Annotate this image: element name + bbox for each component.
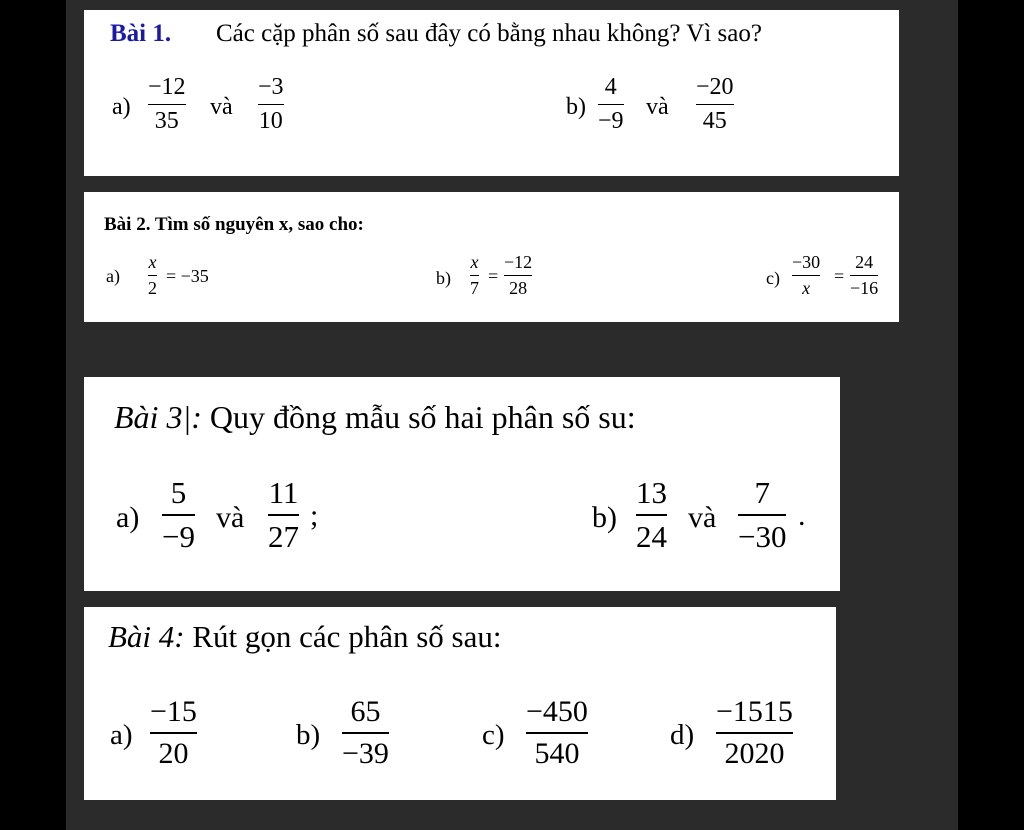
exercise-1a-fraction-2: −3 10 <box>258 74 284 134</box>
right-dark-margin <box>958 0 1024 830</box>
exercise-1b-fraction-2: −20 45 <box>696 74 734 134</box>
exercise-1-prompt: Các cặp phân số sau đây có bằng nhau không? Vì sao? <box>216 20 762 47</box>
exercise-4a-fraction: −15 20 <box>150 695 197 770</box>
exercise-3-title: Bài 3|: Quy đồng mẫu số hai phân số su: <box>114 399 636 435</box>
exercise-1b-fraction-1: 4 −9 <box>598 74 624 134</box>
exercise-2c-equals: = <box>834 266 845 286</box>
exercise-2c-fraction-2: 24 −16 <box>850 252 879 298</box>
exercise-4-card <box>84 607 836 800</box>
exercise-4b-fraction: 65 −39 <box>342 695 389 770</box>
exercise-2c-label: c) <box>766 268 780 288</box>
exercise-2-card <box>84 192 899 322</box>
exercise-1-card <box>84 10 899 176</box>
exercise-3a-fraction-1: 5 −9 <box>162 475 195 554</box>
exercise-3b-period: . <box>798 499 806 532</box>
exercise-2a-label: a) <box>106 266 120 286</box>
left-dark-margin <box>0 0 66 830</box>
exercise-2-title: Bài 2. Tìm số nguyên x, sao cho: <box>104 214 364 235</box>
exercise-3b-conjunction: và <box>688 501 717 534</box>
exercise-3a-conjunction: và <box>216 501 245 534</box>
exercise-3a-fraction-2: 11 27 <box>268 475 299 554</box>
exercise-3b-fraction-2: 7 −30 <box>738 475 787 554</box>
exercise-3-card <box>84 377 840 591</box>
exercise-2b-label: b) <box>436 268 451 288</box>
exercise-3b-label: b) <box>592 501 617 534</box>
exercise-4b-label: b) <box>296 719 321 751</box>
exercise-3b-fraction-1: 13 24 <box>636 475 667 554</box>
exercise-4a-label: a) <box>110 719 133 751</box>
exercise-1a-label: a) <box>112 94 131 120</box>
exercise-4-title: Bài 4: Rút gọn các phân số sau: <box>108 619 502 654</box>
exercise-2a-rhs: = −35 <box>166 266 209 286</box>
exercise-2a-fraction: x 2 <box>148 252 157 298</box>
exercise-2b-fraction-1: x 7 <box>470 252 479 298</box>
exercise-1a-fraction-1: −12 35 <box>148 74 186 134</box>
exercise-4d-label: d) <box>670 719 695 751</box>
exercise-2b-equals: = <box>488 266 499 286</box>
exercise-3a-label: a) <box>116 501 140 534</box>
exercise-2c-fraction-1: −30 x <box>792 252 821 298</box>
exercise-4c-label: c) <box>482 719 505 751</box>
exercise-3a-semicolon: ; <box>310 499 319 532</box>
exercise-4c-fraction: −450 540 <box>526 695 588 770</box>
exercise-1b-label: b) <box>566 94 586 120</box>
exercise-4d-fraction: −1515 2020 <box>716 695 793 770</box>
exercise-2b-fraction-2: −12 28 <box>504 252 533 298</box>
exercise-1-number: Bài 1. <box>110 20 172 47</box>
exercise-1a-conjunction: và <box>210 94 233 120</box>
exercise-1b-conjunction: và <box>646 94 669 120</box>
